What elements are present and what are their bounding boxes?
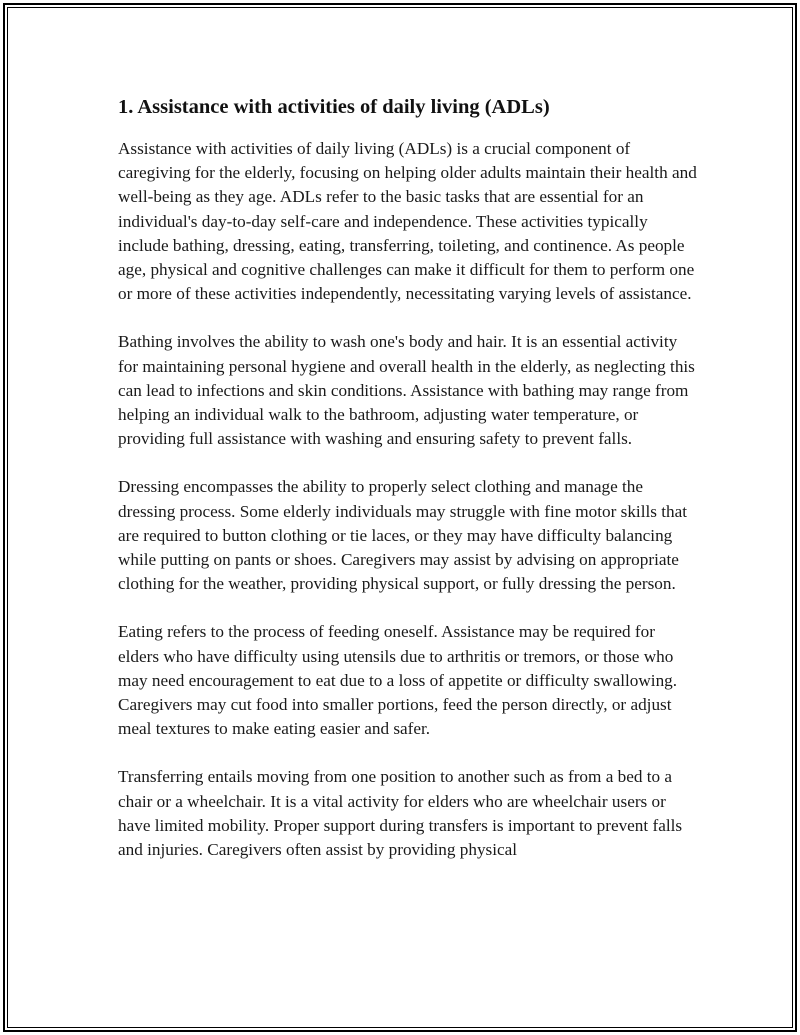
section-heading: 1. Assistance with activities of daily living (ADLs)	[118, 96, 550, 118]
paragraph-transferring: Transferring entails moving from one position to another such as from a bed to a chair or a wheelchair. It is a vital activity for elders who are wheelchair users or have limited mobility. Proper support during transfers is important to prevent falls and injuries. Caregivers often assist by providing physical	[118, 767, 683, 860]
document-body	[118, 93, 698, 886]
paragraph-dressing: Dressing encompasses the ability to properly select clothing and manage the dressing process. Some elderly individuals may struggle with fine motor skills that are required to button clothing or tie laces, or they may have difficulty balancing while putting on pants or shoes. Caregivers may assist by advising on appropriate clothing for the weather, providing physical support, or fully dressing the person.	[118, 477, 688, 594]
paragraph-adls-intro: Assistance with activities of daily living (ADLs) is a crucial component of caregiving for the elderly, focusing on helping older adults maintain their health and well-being as they age. ADLs refer to the basic tasks that are essential for an individual's day-to-day self-care and independence. These activities typically include bathing, dressing, eating, transferring, toileting, and continence. As people age, physical and cognitive challenges can make it difficult for them to perform one or more of these activities independently, necessitating varying levels of assistance.	[118, 139, 697, 304]
paragraph-eating: Eating refers to the process of feeding oneself. Assistance may be required for elders who have difficulty using utensils due to arthritis or tremors, or those who may need encouragement to eat due to a loss of appetite or difficulty swallowing. Caregivers may cut food into smaller portions, feed the person directly, or adjust meal textures to make eating easier and safer.	[118, 622, 678, 739]
paragraph-bathing: Bathing involves the ability to wash one's body and hair. It is an essential activity for maintaining personal hygiene and overall health in the elderly, as neglecting this can lead to infections and skin conditions. Assistance with bathing may range from helping an individual walk to the bathroom, adjusting water temperature, or providing full assistance with washing and ensuring safety to prevent falls.	[118, 332, 695, 449]
